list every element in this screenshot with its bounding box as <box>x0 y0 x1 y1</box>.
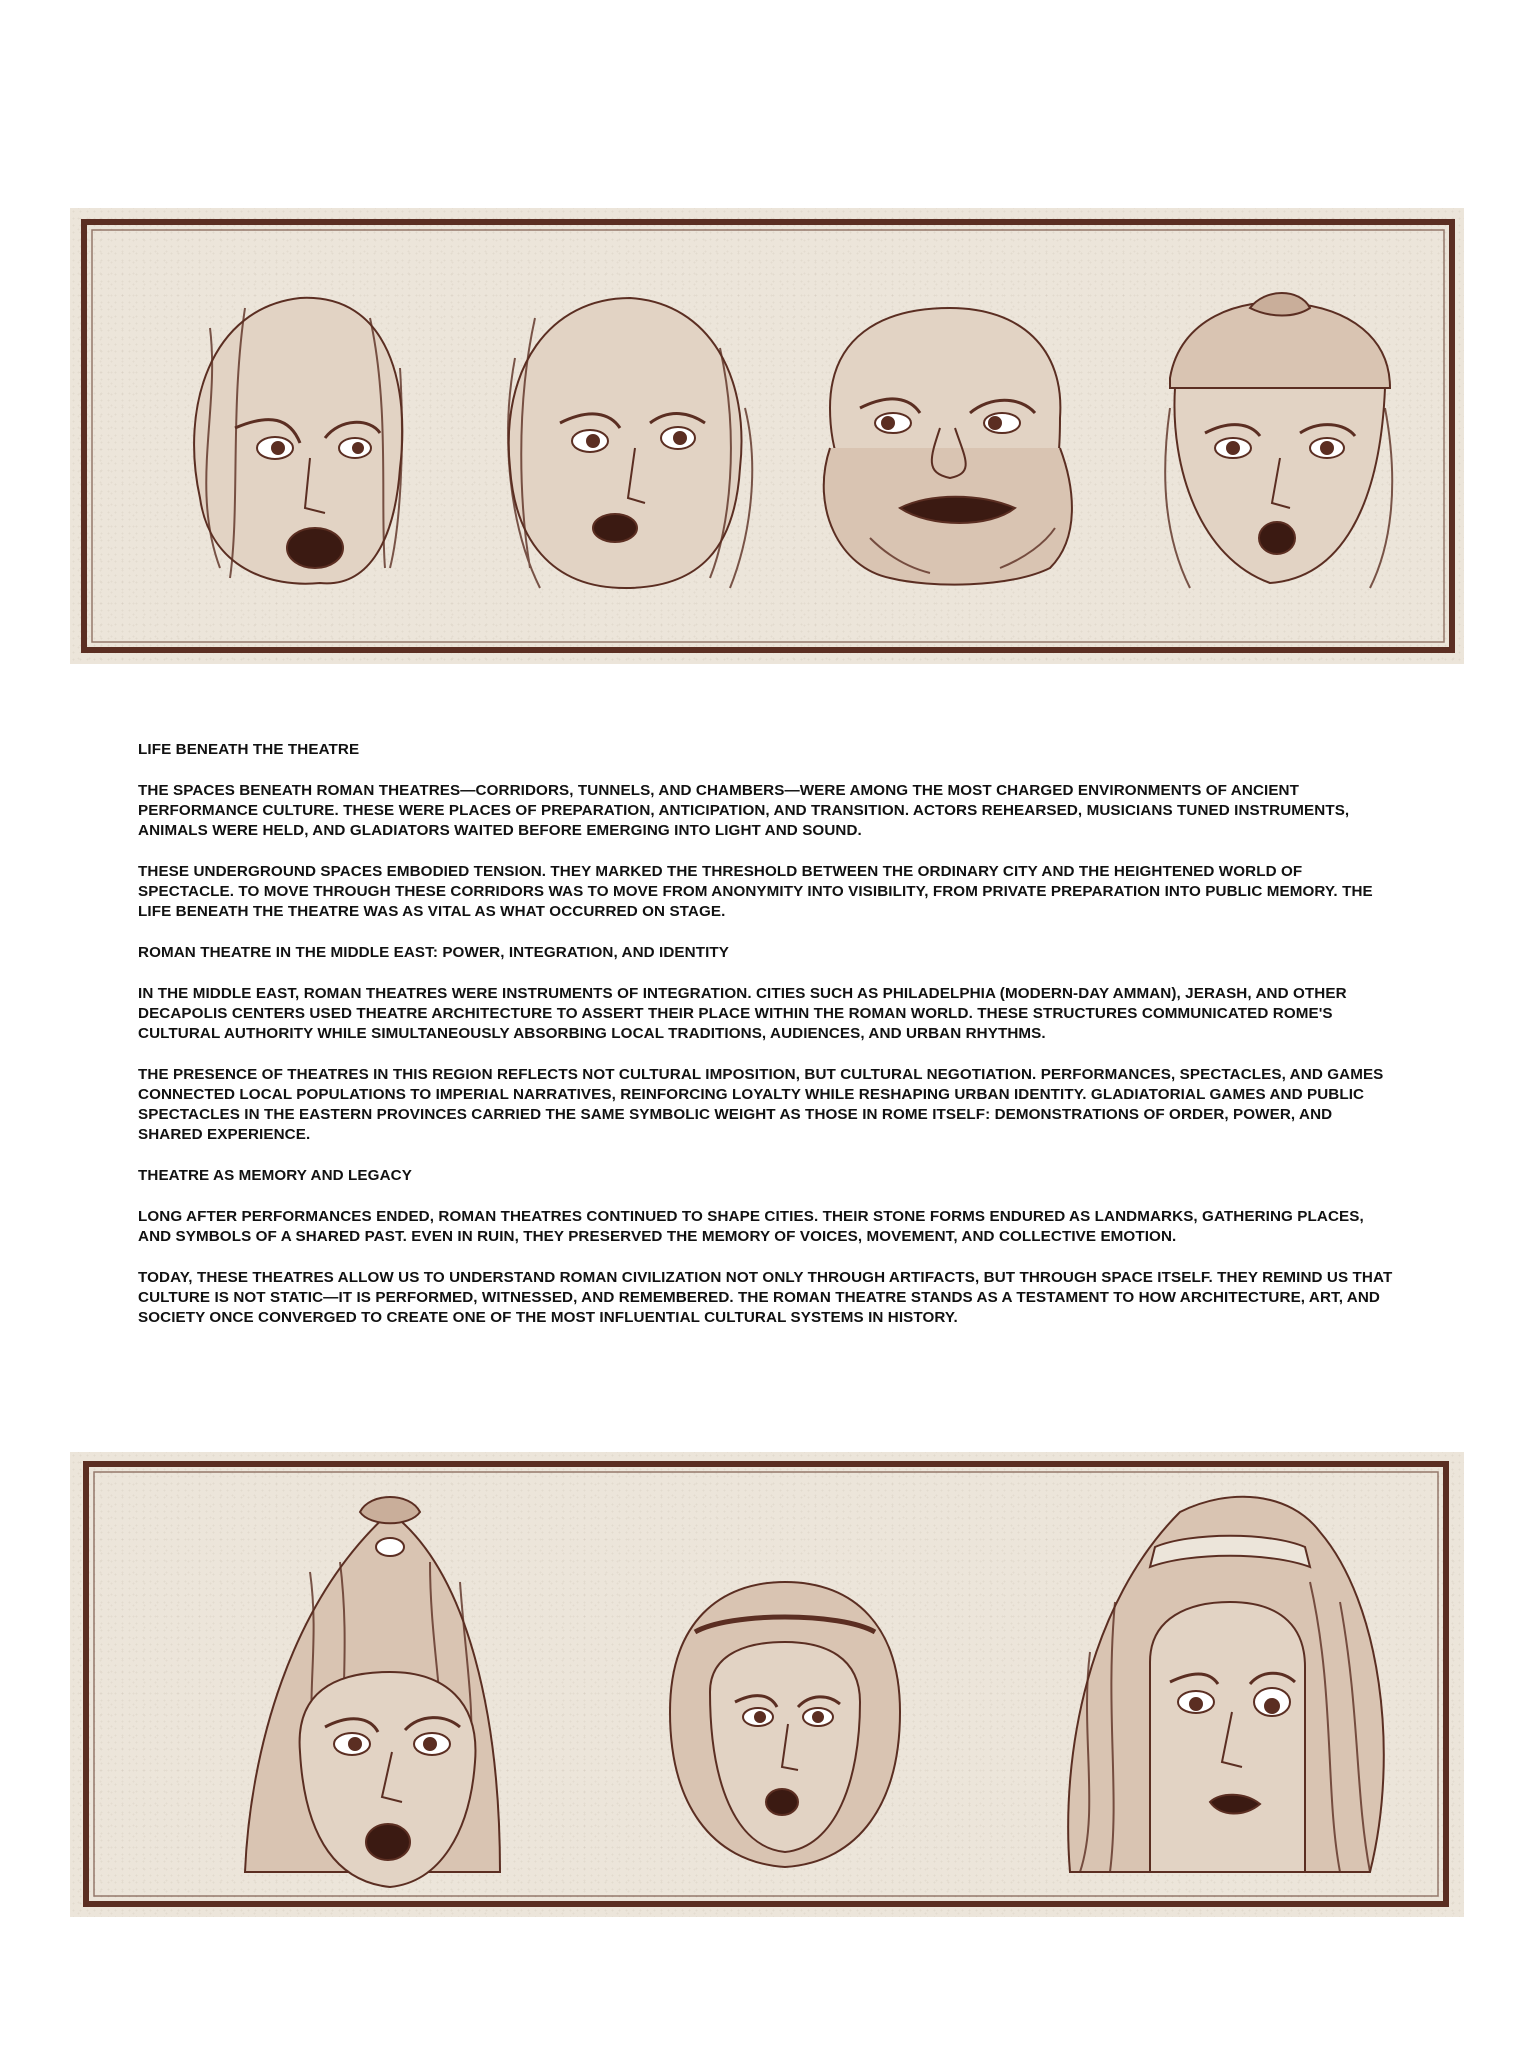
mask-illustration <box>824 308 1072 585</box>
bottom-engraving-plate <box>70 1452 1464 1917</box>
mask-illustration <box>194 298 402 584</box>
section-heading: LIFE BENEATH THE THEATRE <box>138 741 360 758</box>
paragraph: IN THE MIDDLE EAST, ROMAN THEATRES WERE INSTRUMENTS OF INTEGRATION. CITIES SUCH AS PHILADELPHIA (MODERN-DAY AMMAN), JERASH, AND OTHER DECAPOLIS CENTERS USED THEATRE ARCHITECTURE TO ASSERT THEIR PLACE WITHIN THE ROMAN WORLD. THESE STRUCTURES COMMUNICATED ROME'S CULTURAL AUTHORITY WHILE SIMULTANEOUSLY ABSORBING LOCAL TRADITIONS, AUDIENCES, AND URBAN RHYTHMS. <box>138 985 1347 1042</box>
mask-illustration <box>508 298 752 588</box>
top-engraving-plate <box>70 208 1464 664</box>
paragraph: THESE UNDERGROUND SPACES EMBODIED TENSION. THEY MARKED THE THRESHOLD BETWEEN THE ORDINARY CITY AND THE HEIGHTENED WORLD OF SPECTACLE. TO MOVE THROUGH THESE CORRIDORS WAS TO MOVE FROM ANONYMITY INTO VISIBILITY, FROM PRIVATE PREPARATION INTO PUBLIC MEMORY. THE LIFE BENEATH THE THEATRE WAS AS VITAL AS WHAT OCCURRED ON STAGE. <box>138 863 1373 920</box>
paragraph: LONG AFTER PERFORMANCES ENDED, ROMAN THEATRES CONTINUED TO SHAPE CITIES. THEIR STONE FORMS ENDURED AS LANDMARKS, GATHERING PLACES, AND SYMBOLS OF A SHARED PAST. EVEN IN RUIN, THEY PRESERVED THE MEMORY OF VOICES, MOVEMENT, AND COLLECTIVE EMOTION. <box>138 1208 1364 1245</box>
section-heading: ROMAN THEATRE IN THE MIDDLE EAST: POWER, INTEGRATION, AND IDENTITY <box>138 944 730 961</box>
theatre-masks-illustration-bottom <box>70 1452 1464 1917</box>
theatre-masks-illustration-top <box>70 208 1464 664</box>
article-body <box>138 740 1400 1349</box>
section-heading: THEATRE AS MEMORY AND LEGACY <box>138 1167 412 1184</box>
mask-illustration <box>1068 1497 1384 1872</box>
paragraph: THE SPACES BENEATH ROMAN THEATRES—CORRIDORS, TUNNELS, AND CHAMBERS—WERE AMONG THE MOST CHARGED ENVIRONMENTS OF ANCIENT PERFORMANCE CULTURE. THESE WERE PLACES OF PREPARATION, ANTICIPATION, AND TRANSITION. ACTORS REHEARSED, MUSICIANS TUNED INSTRUMENTS, ANIMALS WERE HELD, AND GLADIATORS WAITED BEFORE EMERGING INTO LIGHT AND SOUND. <box>138 782 1350 839</box>
mask-illustration <box>1165 293 1392 588</box>
mask-illustration <box>670 1582 900 1867</box>
paragraph: TODAY, THESE THEATRES ALLOW US TO UNDERSTAND ROMAN CIVILIZATION NOT ONLY THROUGH ARTIFACTS, BUT THROUGH SPACE ITSELF. THEY REMIND US THAT CULTURE IS NOT STATIC—IT IS PERFORMED, WITNESSED, AND REMEMBERED. THE ROMAN THEATRE STANDS AS A TESTAMENT TO HOW ARCHITECTURE, ART, AND SOCIETY ONCE CONVERGED TO CREATE ONE OF THE MOST INFLUENTIAL CULTURAL SYSTEMS IN HISTORY. <box>138 1269 1393 1326</box>
paragraph: THE PRESENCE OF THEATRES IN THIS REGION REFLECTS NOT CULTURAL IMPOSITION, BUT CULTURAL NEGOTIATION. PERFORMANCES, SPECTACLES, AND GAMES CONNECTED LOCAL POPULATIONS TO IMPERIAL NARRATIVES, REINFORCING LOYALTY WHILE RESHAPING URBAN IDENTITY. GLADIATORIAL GAMES AND PUBLIC SPECTACLES IN THE EASTERN PROVINCES CARRIED THE SAME SYMBOLIC WEIGHT AS THOSE IN ROME ITSELF: DEMONSTRATIONS OF ORDER, POWER, AND SHARED EXPERIENCE. <box>138 1066 1384 1143</box>
mask-illustration <box>245 1497 500 1887</box>
